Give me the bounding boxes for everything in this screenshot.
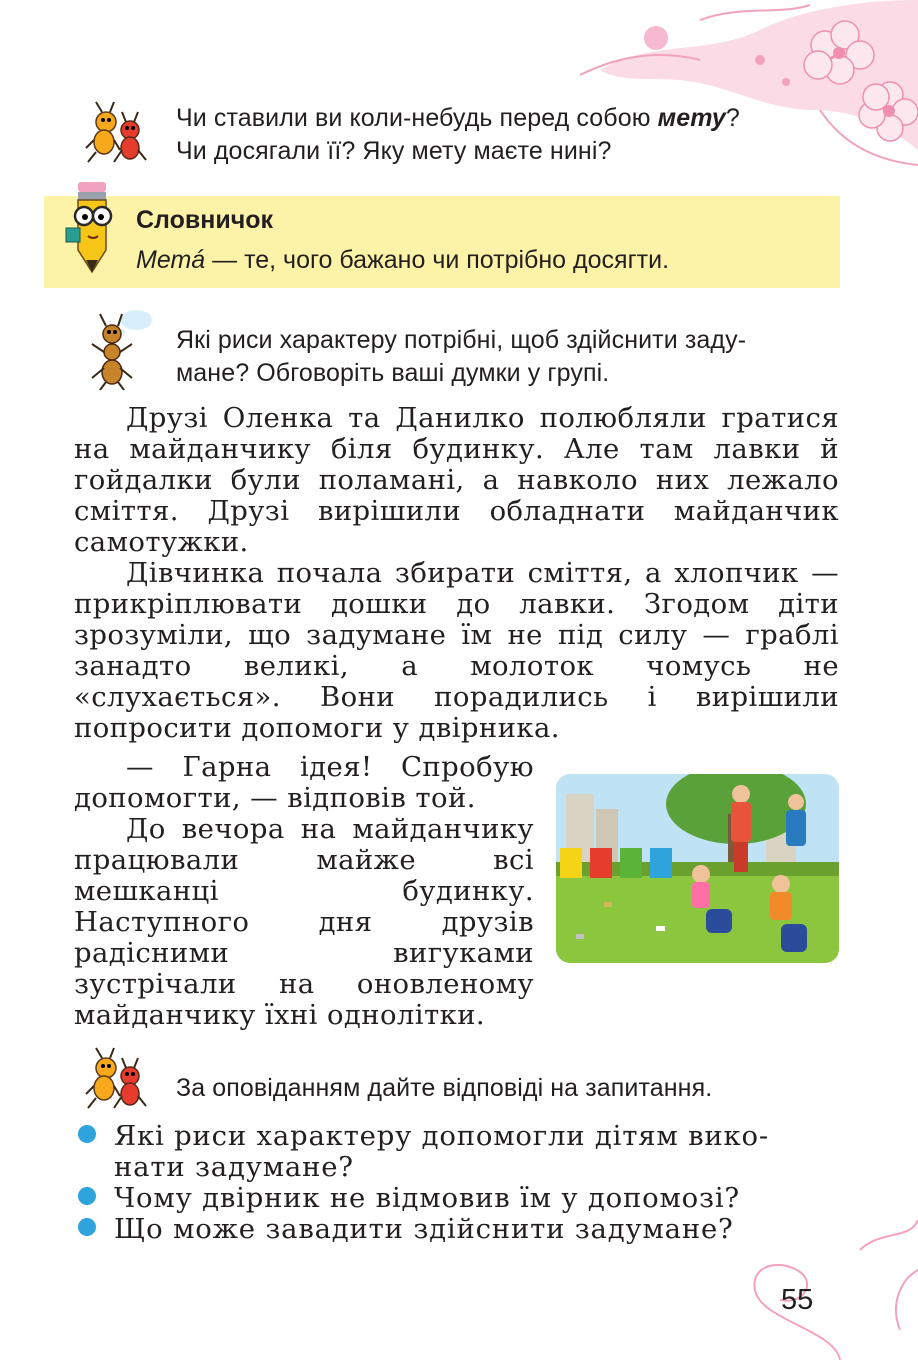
bullet-dot: [78, 1218, 96, 1236]
bullet-dot: [78, 1125, 96, 1143]
ant-thinking-icon: [86, 308, 156, 390]
bullet-dot: [78, 1187, 96, 1205]
story-paragraph-4: До вечора на майданчику працювали майже всі мешканці будинку. Наступного дня друзів радісними вигуками зустрічали на оновленому майданчику їхні однолітки.: [74, 813, 534, 1031]
pencil-glasses-icon: [62, 176, 122, 276]
list-item: Які риси характеру допомогли дітям вико- нати задумане?: [78, 1121, 848, 1183]
story-paragraph-3: — Гарна ідея! Спробую допомогти, — відповів той.: [74, 751, 534, 814]
question-traits-line-1: Які риси характеру потрібні, щоб здійснити заду-: [176, 326, 747, 354]
question-line-1: Чи ставили ви коли-небудь перед собою мету?: [176, 104, 740, 132]
ants-pair-icon: [84, 100, 150, 166]
playground-cleanup-illustration: [556, 774, 839, 963]
dictionary-title: Словничок: [136, 206, 274, 234]
page-number-swirl: [740, 1210, 918, 1360]
dictionary-term: Метá: [136, 246, 206, 274]
list-item: Що може завадити здійснити задумане?: [78, 1214, 848, 1245]
story-paragraph-1: Друзі Оленка та Данилко полюбляли гратися на майданчику біля будинку. Але там лавки й гойдалки були поламані, а навколо них лежало сміття. Друзі вирішили обладнати майданчик самотужки.: [74, 402, 839, 558]
question-traits-line-2: мане? Обговоріть ваші думки у групі.: [176, 359, 610, 387]
story-paragraph-2: Дівчинка почала збирати сміття, а хлопчик — прикріплювати дошки до лавки. Згодом діти зрозуміли, що задумане їм не під силу — граблі занадто великі, а молоток чомусь не «слухається». Вони порадились і вирішили попросити допомоги у двірника.: [74, 557, 839, 744]
question-answers: За оповіданням дайте відповіді на запитання.: [176, 1074, 713, 1102]
dictionary-definition: Метá — те, чого бажано чи потрібно досягти.: [136, 246, 670, 274]
page-number: 55: [781, 1284, 814, 1316]
ants-pair-icon: [84, 1046, 150, 1112]
question-list: [78, 1121, 848, 1245]
question-traits: [176, 324, 746, 390]
story-text: [74, 403, 839, 744]
question-intro: [176, 102, 740, 168]
list-item: Чому двірник не відмовив їм у допомозі?: [78, 1183, 848, 1214]
story-text-narrow: [74, 752, 534, 1031]
question-line-2: Чи досягали її? Яку мету маєте нині?: [176, 137, 612, 165]
goal-word: мету: [657, 104, 726, 132]
